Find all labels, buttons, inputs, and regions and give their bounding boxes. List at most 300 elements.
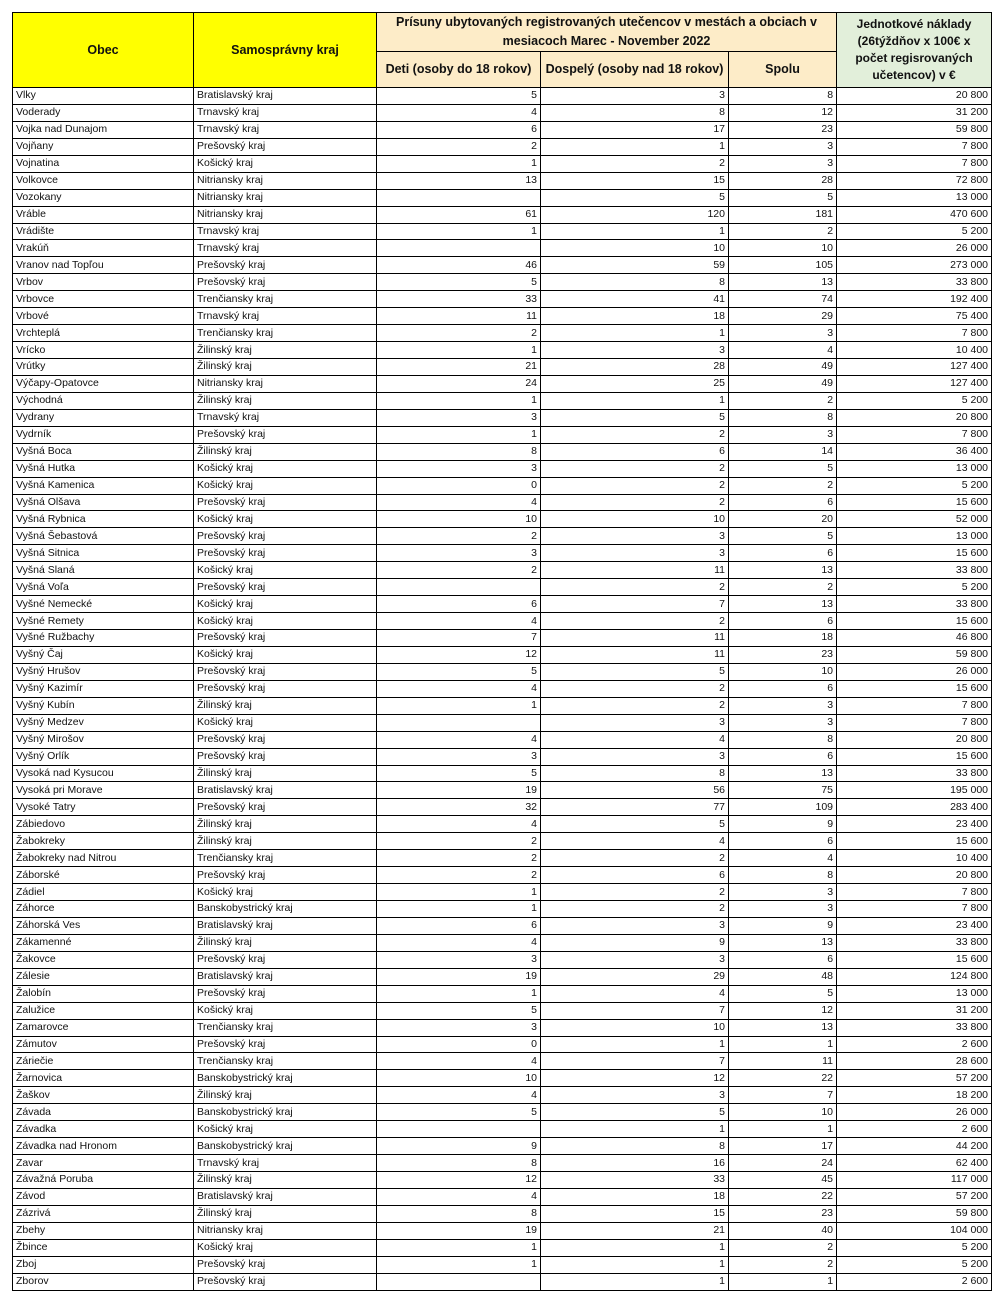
cell-deti: 6 — [377, 121, 541, 138]
cell-dospely: 18 — [541, 1188, 729, 1205]
cell-obec: Vyšné Remety — [13, 613, 194, 630]
cell-spolu: 8 — [729, 88, 837, 105]
cell-kraj: Košický kraj — [194, 646, 377, 663]
cell-deti: 2 — [377, 325, 541, 342]
cell-dospely: 12 — [541, 1070, 729, 1087]
cell-naklady: 18 200 — [837, 1087, 992, 1104]
table-row — [13, 88, 992, 105]
cell-spolu: 2 — [729, 477, 837, 494]
cell-obec: Vyšné Ružbachy — [13, 630, 194, 647]
table-row — [13, 477, 992, 494]
cell-obec: Vyšný Kazimír — [13, 680, 194, 697]
cell-kraj: Trenčiansky kraj — [194, 850, 377, 867]
cell-naklady: 57 200 — [837, 1188, 992, 1205]
cell-deti: 1 — [377, 342, 541, 359]
cell-obec: Vyšné Nemecké — [13, 596, 194, 613]
cell-obec: Zavar — [13, 1155, 194, 1172]
cell-deti: 0 — [377, 477, 541, 494]
cell-dospely: 11 — [541, 646, 729, 663]
cell-spolu: 4 — [729, 850, 837, 867]
cell-spolu: 1 — [729, 1121, 837, 1138]
cell-spolu: 3 — [729, 155, 837, 172]
cell-spolu: 3 — [729, 714, 837, 731]
table-row — [13, 1036, 992, 1053]
cell-deti: 3 — [377, 1019, 541, 1036]
cell-spolu: 181 — [729, 206, 837, 223]
cell-dospely: 3 — [541, 1087, 729, 1104]
header-naklady: Jednotkové náklady (26týždňov x 100€ x počet regisrovaných učetencov) v € — [837, 13, 992, 88]
cell-deti: 5 — [377, 1104, 541, 1121]
cell-spolu: 18 — [729, 630, 837, 647]
cell-dospely: 16 — [541, 1155, 729, 1172]
cell-spolu: 12 — [729, 104, 837, 121]
cell-obec: Vyšný Orlík — [13, 748, 194, 765]
cell-kraj: Prešovský kraj — [194, 630, 377, 647]
cell-deti: 4 — [377, 1188, 541, 1205]
cell-kraj: Trnavský kraj — [194, 308, 377, 325]
cell-spolu: 10 — [729, 240, 837, 257]
cell-naklady: 15 600 — [837, 951, 992, 968]
cell-obec: Vranov nad Topľou — [13, 257, 194, 274]
table-row — [13, 528, 992, 545]
table-row — [13, 884, 992, 901]
cell-dospely: 1 — [541, 1239, 729, 1256]
cell-naklady: 2 600 — [837, 1121, 992, 1138]
cell-deti: 11 — [377, 308, 541, 325]
cell-deti: 10 — [377, 1070, 541, 1087]
cell-naklady: 15 600 — [837, 494, 992, 511]
cell-dospely: 2 — [541, 901, 729, 918]
cell-kraj: Prešovský kraj — [194, 680, 377, 697]
cell-kraj: Bratislavský kraj — [194, 782, 377, 799]
cell-dospely: 5 — [541, 409, 729, 426]
cell-dospely: 3 — [541, 714, 729, 731]
cell-spolu: 13 — [729, 1019, 837, 1036]
cell-naklady: 33 800 — [837, 274, 992, 291]
cell-obec: Žalobín — [13, 985, 194, 1002]
table-row — [13, 1256, 992, 1273]
cell-deti: 1 — [377, 1256, 541, 1273]
cell-naklady: 104 000 — [837, 1222, 992, 1239]
cell-kraj: Prešovský kraj — [194, 426, 377, 443]
cell-dospely: 2 — [541, 494, 729, 511]
cell-deti: 1 — [377, 223, 541, 240]
cell-spolu: 2 — [729, 392, 837, 409]
cell-dospely: 15 — [541, 172, 729, 189]
cell-kraj: Nitriansky kraj — [194, 189, 377, 206]
table-row — [13, 1222, 992, 1239]
cell-deti: 3 — [377, 951, 541, 968]
cell-kraj: Prešovský kraj — [194, 494, 377, 511]
cell-dospely: 2 — [541, 850, 729, 867]
cell-obec: Záborské — [13, 867, 194, 884]
cell-obec: Vojnatina — [13, 155, 194, 172]
cell-deti: 4 — [377, 1053, 541, 1070]
cell-kraj: Trenčiansky kraj — [194, 291, 377, 308]
cell-obec: Vyšný Medzev — [13, 714, 194, 731]
cell-naklady: 195 000 — [837, 782, 992, 799]
table-row — [13, 545, 992, 562]
cell-deti: 4 — [377, 104, 541, 121]
cell-naklady: 127 400 — [837, 359, 992, 376]
table-row — [13, 714, 992, 731]
cell-deti: 12 — [377, 646, 541, 663]
cell-deti: 3 — [377, 545, 541, 562]
cell-naklady: 470 600 — [837, 206, 992, 223]
cell-naklady: 5 200 — [837, 1256, 992, 1273]
cell-obec: Vyšná Sitnica — [13, 545, 194, 562]
table-row — [13, 121, 992, 138]
table-row — [13, 155, 992, 172]
cell-spolu: 13 — [729, 934, 837, 951]
cell-spolu: 49 — [729, 375, 837, 392]
table-row — [13, 579, 992, 596]
table-row — [13, 1205, 992, 1222]
cell-naklady: 2 600 — [837, 1273, 992, 1290]
cell-spolu: 13 — [729, 562, 837, 579]
cell-naklady: 13 000 — [837, 985, 992, 1002]
cell-dospely: 4 — [541, 833, 729, 850]
cell-naklady: 20 800 — [837, 88, 992, 105]
cell-kraj: Košický kraj — [194, 1121, 377, 1138]
cell-deti: 8 — [377, 1205, 541, 1222]
cell-spolu: 2 — [729, 223, 837, 240]
cell-kraj: Prešovský kraj — [194, 528, 377, 545]
cell-obec: Záriečie — [13, 1053, 194, 1070]
cell-spolu: 9 — [729, 917, 837, 934]
cell-dospely: 28 — [541, 359, 729, 376]
cell-spolu: 5 — [729, 985, 837, 1002]
cell-kraj: Žilinský kraj — [194, 1172, 377, 1189]
cell-naklady: 273 000 — [837, 257, 992, 274]
cell-obec: Vyšná Olšava — [13, 494, 194, 511]
cell-deti: 61 — [377, 206, 541, 223]
cell-naklady: 15 600 — [837, 613, 992, 630]
cell-deti: 1 — [377, 1239, 541, 1256]
cell-kraj: Žilinský kraj — [194, 342, 377, 359]
cell-dospely: 1 — [541, 138, 729, 155]
cell-obec: Vrútky — [13, 359, 194, 376]
cell-deti: 19 — [377, 968, 541, 985]
cell-obec: Vráble — [13, 206, 194, 223]
cell-naklady: 31 200 — [837, 1002, 992, 1019]
cell-obec: Vrbov — [13, 274, 194, 291]
cell-kraj: Trenčiansky kraj — [194, 1019, 377, 1036]
cell-spolu: 23 — [729, 646, 837, 663]
cell-spolu: 3 — [729, 884, 837, 901]
cell-naklady: 10 400 — [837, 850, 992, 867]
table-row — [13, 392, 992, 409]
table-row — [13, 680, 992, 697]
cell-dospely: 120 — [541, 206, 729, 223]
table-row — [13, 308, 992, 325]
table-row — [13, 562, 992, 579]
cell-obec: Vyšná Rybnica — [13, 511, 194, 528]
cell-dospely: 10 — [541, 1019, 729, 1036]
table-row — [13, 1053, 992, 1070]
cell-obec: Vyšná Slaná — [13, 562, 194, 579]
cell-spolu: 74 — [729, 291, 837, 308]
table-row — [13, 816, 992, 833]
cell-deti — [377, 714, 541, 731]
cell-naklady: 7 800 — [837, 884, 992, 901]
cell-deti: 19 — [377, 1222, 541, 1239]
cell-obec: Vlky — [13, 88, 194, 105]
cell-naklady: 15 600 — [837, 833, 992, 850]
table-row — [13, 748, 992, 765]
cell-spolu: 6 — [729, 833, 837, 850]
table-row — [13, 291, 992, 308]
cell-naklady: 33 800 — [837, 562, 992, 579]
cell-spolu: 6 — [729, 613, 837, 630]
table-row — [13, 172, 992, 189]
cell-deti: 4 — [377, 613, 541, 630]
cell-spolu: 49 — [729, 359, 837, 376]
cell-spolu: 20 — [729, 511, 837, 528]
cell-deti: 3 — [377, 409, 541, 426]
cell-deti: 8 — [377, 1155, 541, 1172]
cell-spolu: 109 — [729, 799, 837, 816]
table-row — [13, 342, 992, 359]
cell-kraj: Banskobystrický kraj — [194, 1138, 377, 1155]
table-row — [13, 630, 992, 647]
cell-spolu: 3 — [729, 138, 837, 155]
cell-dospely: 41 — [541, 291, 729, 308]
cell-kraj: Košický kraj — [194, 155, 377, 172]
cell-naklady: 5 200 — [837, 477, 992, 494]
cell-kraj: Žilinský kraj — [194, 392, 377, 409]
cell-dospely: 10 — [541, 511, 729, 528]
cell-obec: Zamarovce — [13, 1019, 194, 1036]
cell-naklady: 33 800 — [837, 596, 992, 613]
table-row — [13, 731, 992, 748]
cell-naklady: 5 200 — [837, 392, 992, 409]
cell-kraj: Žilinský kraj — [194, 833, 377, 850]
cell-deti: 3 — [377, 748, 541, 765]
cell-dospely: 2 — [541, 460, 729, 477]
cell-spolu: 6 — [729, 545, 837, 562]
cell-dospely: 2 — [541, 680, 729, 697]
cell-deti: 4 — [377, 1087, 541, 1104]
cell-spolu: 17 — [729, 1138, 837, 1155]
cell-dospely: 8 — [541, 274, 729, 291]
cell-kraj: Trenčiansky kraj — [194, 1053, 377, 1070]
cell-naklady: 13 000 — [837, 189, 992, 206]
cell-deti: 7 — [377, 630, 541, 647]
cell-dospely: 2 — [541, 426, 729, 443]
table-row — [13, 240, 992, 257]
cell-spolu: 4 — [729, 342, 837, 359]
cell-spolu: 5 — [729, 460, 837, 477]
cell-kraj: Prešovský kraj — [194, 731, 377, 748]
table-row — [13, 951, 992, 968]
cell-obec: Vojňany — [13, 138, 194, 155]
cell-obec: Vrícko — [13, 342, 194, 359]
cell-dospely: 3 — [541, 951, 729, 968]
header-row-1 — [13, 13, 992, 52]
cell-kraj: Košický kraj — [194, 714, 377, 731]
table-row — [13, 325, 992, 342]
cell-obec: Zboj — [13, 1256, 194, 1273]
cell-deti: 13 — [377, 172, 541, 189]
cell-deti: 2 — [377, 833, 541, 850]
table-row — [13, 1070, 992, 1087]
header-obec: Obec — [13, 13, 194, 88]
cell-spolu: 22 — [729, 1188, 837, 1205]
cell-kraj: Prešovský kraj — [194, 867, 377, 884]
cell-deti: 24 — [377, 375, 541, 392]
cell-dospely: 3 — [541, 528, 729, 545]
refugee-table — [12, 12, 992, 1291]
cell-dospely: 15 — [541, 1205, 729, 1222]
table-row — [13, 511, 992, 528]
cell-naklady: 7 800 — [837, 697, 992, 714]
cell-deti: 4 — [377, 816, 541, 833]
cell-kraj: Nitriansky kraj — [194, 172, 377, 189]
cell-kraj: Prešovský kraj — [194, 1036, 377, 1053]
cell-obec: Vyšná Hutka — [13, 460, 194, 477]
cell-spolu: 40 — [729, 1222, 837, 1239]
cell-deti — [377, 1273, 541, 1290]
cell-obec: Zámutov — [13, 1036, 194, 1053]
cell-spolu: 29 — [729, 308, 837, 325]
cell-naklady: 46 800 — [837, 630, 992, 647]
cell-naklady: 7 800 — [837, 155, 992, 172]
cell-deti — [377, 189, 541, 206]
cell-obec: Závadka — [13, 1121, 194, 1138]
cell-kraj: Prešovský kraj — [194, 663, 377, 680]
cell-obec: Vojka nad Dunajom — [13, 121, 194, 138]
cell-kraj: Žilinský kraj — [194, 765, 377, 782]
cell-kraj: Prešovský kraj — [194, 579, 377, 596]
cell-obec: Vozokany — [13, 189, 194, 206]
cell-naklady: 28 600 — [837, 1053, 992, 1070]
cell-dospely: 77 — [541, 799, 729, 816]
cell-naklady: 127 400 — [837, 375, 992, 392]
cell-obec: Závada — [13, 1104, 194, 1121]
cell-kraj: Prešovský kraj — [194, 748, 377, 765]
cell-obec: Žbince — [13, 1239, 194, 1256]
cell-obec: Vrbovce — [13, 291, 194, 308]
cell-kraj: Prešovský kraj — [194, 799, 377, 816]
cell-dospely: 56 — [541, 782, 729, 799]
table-row — [13, 646, 992, 663]
cell-dospely: 11 — [541, 630, 729, 647]
table-row — [13, 934, 992, 951]
header-dospely: Dospelý (osoby nad 18 rokov) — [541, 52, 729, 88]
cell-obec: Záhorská Ves — [13, 917, 194, 934]
cell-spolu: 24 — [729, 1155, 837, 1172]
cell-dospely: 2 — [541, 613, 729, 630]
cell-spolu: 6 — [729, 951, 837, 968]
cell-naklady: 283 400 — [837, 799, 992, 816]
cell-dospely: 1 — [541, 1273, 729, 1290]
cell-spolu: 6 — [729, 680, 837, 697]
cell-kraj: Bratislavský kraj — [194, 968, 377, 985]
table-row — [13, 1273, 992, 1290]
cell-spolu: 3 — [729, 697, 837, 714]
cell-obec: Vysoká pri Morave — [13, 782, 194, 799]
cell-obec: Zákamenné — [13, 934, 194, 951]
cell-naklady: 33 800 — [837, 765, 992, 782]
cell-naklady: 23 400 — [837, 816, 992, 833]
cell-kraj: Bratislavský kraj — [194, 88, 377, 105]
cell-spolu: 13 — [729, 596, 837, 613]
cell-deti — [377, 579, 541, 596]
cell-naklady: 44 200 — [837, 1138, 992, 1155]
cell-naklady: 192 400 — [837, 291, 992, 308]
cell-kraj: Trnavský kraj — [194, 1155, 377, 1172]
table-row — [13, 104, 992, 121]
cell-kraj: Banskobystrický kraj — [194, 901, 377, 918]
table-row — [13, 375, 992, 392]
cell-obec: Vydrany — [13, 409, 194, 426]
cell-deti: 2 — [377, 138, 541, 155]
cell-kraj: Trnavský kraj — [194, 409, 377, 426]
cell-kraj: Trnavský kraj — [194, 240, 377, 257]
table-row — [13, 359, 992, 376]
cell-kraj: Prešovský kraj — [194, 138, 377, 155]
cell-spolu: 23 — [729, 121, 837, 138]
cell-obec: Východná — [13, 392, 194, 409]
cell-kraj: Banskobystrický kraj — [194, 1104, 377, 1121]
table-row — [13, 223, 992, 240]
cell-deti: 12 — [377, 1172, 541, 1189]
table-row — [13, 663, 992, 680]
cell-obec: Zádiel — [13, 884, 194, 901]
cell-obec: Volkovce — [13, 172, 194, 189]
cell-dospely: 1 — [541, 1256, 729, 1273]
cell-kraj: Nitriansky kraj — [194, 375, 377, 392]
cell-obec: Vrádište — [13, 223, 194, 240]
cell-spolu: 8 — [729, 731, 837, 748]
cell-naklady: 13 000 — [837, 528, 992, 545]
cell-kraj: Prešovský kraj — [194, 1256, 377, 1273]
cell-obec: Žarnovica — [13, 1070, 194, 1087]
cell-deti: 5 — [377, 663, 541, 680]
cell-naklady: 59 800 — [837, 1205, 992, 1222]
table-row — [13, 494, 992, 511]
table-row — [13, 1104, 992, 1121]
cell-dospely: 25 — [541, 375, 729, 392]
table-row — [13, 968, 992, 985]
cell-dospely: 3 — [541, 748, 729, 765]
cell-deti: 5 — [377, 274, 541, 291]
cell-naklady: 33 800 — [837, 934, 992, 951]
cell-dospely: 18 — [541, 308, 729, 325]
cell-dospely: 2 — [541, 477, 729, 494]
cell-kraj: Prešovský kraj — [194, 951, 377, 968]
cell-obec: Vyšný Kubín — [13, 697, 194, 714]
cell-dospely: 7 — [541, 1053, 729, 1070]
table-row — [13, 206, 992, 223]
cell-dospely: 4 — [541, 731, 729, 748]
cell-deti: 4 — [377, 494, 541, 511]
cell-dospely: 9 — [541, 934, 729, 951]
cell-obec: Zalužice — [13, 1002, 194, 1019]
cell-spolu: 23 — [729, 1205, 837, 1222]
table-row — [13, 138, 992, 155]
cell-kraj: Trnavský kraj — [194, 223, 377, 240]
table-row — [13, 1188, 992, 1205]
cell-spolu: 6 — [729, 494, 837, 511]
cell-kraj: Prešovský kraj — [194, 985, 377, 1002]
cell-kraj: Prešovský kraj — [194, 257, 377, 274]
header-kraj: Samosprávny kraj — [194, 13, 377, 88]
table-row — [13, 867, 992, 884]
cell-deti: 5 — [377, 1002, 541, 1019]
cell-naklady: 31 200 — [837, 104, 992, 121]
